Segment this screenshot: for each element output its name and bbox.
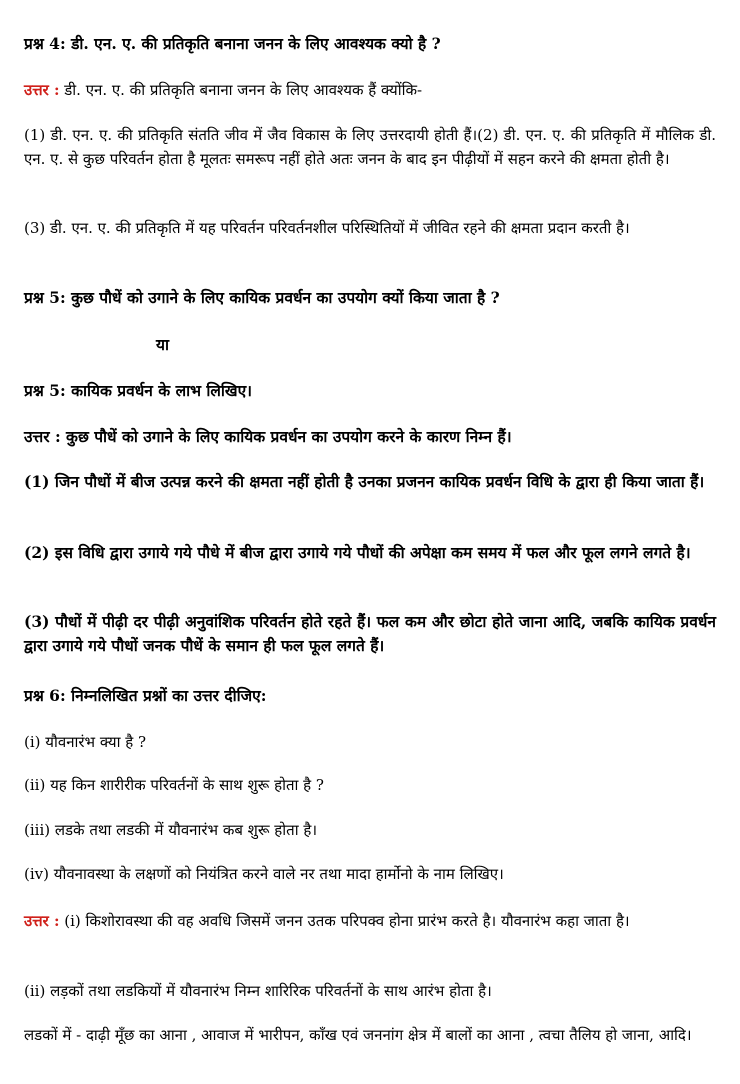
question-6-iv: (iv) यौवनावस्था के लक्षणों को नियंत्रित करने वाले नर तथा मादा हार्मोनो के नाम लिखिए। bbox=[24, 865, 504, 883]
answer-4-point-1: (1) डी. एन. ए. की प्रतिकृति संतति जीव में जैव विकास के लिए उत्तरदायी होती हैं।(2) डी. एन. ए. की प्रतिकृति में मौलिक डी. एन. ए. से कुछ परिवर्तन होता है मूलतः समरूप नहीं होते अतः जनन के बाद इन पीढ़ीयों में सहन करने की क्षमता होती है। bbox=[24, 126, 716, 168]
question-6-ii: (ii) यह किन शारीरीक परिवर्तनों के साथ शुरू होता है ? bbox=[24, 776, 324, 794]
answer-5-point-1: (1) जिन पौधों में बीज उत्पन्न करने की क्षमता नहीं होती है उनका प्रजनन कायिक प्रवर्धन विधि के द्वारा ही किया जाता हैं। bbox=[24, 472, 705, 491]
answer-4-intro-text: डी. एन. ए. की प्रतिकृति बनाना जनन के लिए आवश्यक हैं क्योंकि- bbox=[59, 81, 423, 99]
or-separator: या bbox=[156, 335, 170, 354]
answer-6-i bbox=[24, 909, 716, 933]
answer-5-point-2: (2) इस विधि द्वारा उगाये गये पौधे में बीज द्वारा उगाये गये पौधों की अपेक्षा कम समय में फल और फूल लगने लगते है। bbox=[24, 543, 691, 562]
answer-label: उत्तर : bbox=[24, 81, 60, 99]
question-6: प्रश्न 6: निम्नलिखित प्रश्नों का उत्तर दीजिए: bbox=[24, 686, 267, 705]
answer-6-boys-changes: लडकों में - दाढ़ी मूँछ का आना , आवाज में भारीपन, काँख एवं जननांग क्षेत्र में बालों का आना , त्वचा तैलिय हो जाना, आदि। bbox=[24, 1026, 692, 1044]
question-6-i: (i) यौवनारंभ क्या है ? bbox=[24, 733, 147, 751]
question-6-iii: (iii) लडके तथा लडकी में यौवनारंभ कब शुरू होता है। bbox=[24, 821, 318, 839]
answer-6-ii: (ii) लड़कों तथा लडकियों में यौवनारंभ निम्न शारिरिक परिवर्तनों के साथ आरंभ होता है। bbox=[24, 982, 492, 1000]
answer-4-intro bbox=[24, 78, 716, 102]
answer-label: उत्तर : bbox=[24, 912, 60, 930]
answer-4-point-3: (3) डी. एन. ए. की प्रतिकृति में यह परिवर्तन परिवर्तनशील परिस्थितियों में जीवित रहने की क्षमता प्रदान करती है। bbox=[24, 219, 630, 237]
answer-6-i-text: (i) किशोरावस्था की वह अवधि जिसमें जनन उतक परिपक्व होना प्रारंभ करते है। यौवनारंभ कहा जाता है। bbox=[59, 912, 630, 930]
question-5a: प्रश्न 5: कुछ पौधें को उगाने के लिए कायिक प्रवर्धन का उपयोग क्यों किया जाता है ? bbox=[24, 288, 500, 307]
answer-5: उत्तर : कुछ पौधें को उगाने के लिए कायिक प्रवर्धन का उपयोग करने के कारण निम्न हैं। bbox=[24, 427, 512, 446]
question-5b: प्रश्न 5: कायिक प्रवर्धन के लाभ लिखिए। bbox=[24, 381, 253, 400]
answer-5-point-3: (3) पौधों में पीढ़ी दर पीढ़ी अनुवांशिक परिवर्तन होते रहते हैं। फल कम और छोटा होते जाना आदि, जबकि कायिक प्रवर्धन द्वारा उगाये गये पौधों जनक पौधें के समान ही फल फूल लगते हैं। bbox=[24, 612, 716, 655]
question-4: प्रश्न 4: डी. एन. ए. की प्रतिकृति बनाना जनन के लिए आवश्यक क्यो है ? bbox=[24, 34, 441, 53]
